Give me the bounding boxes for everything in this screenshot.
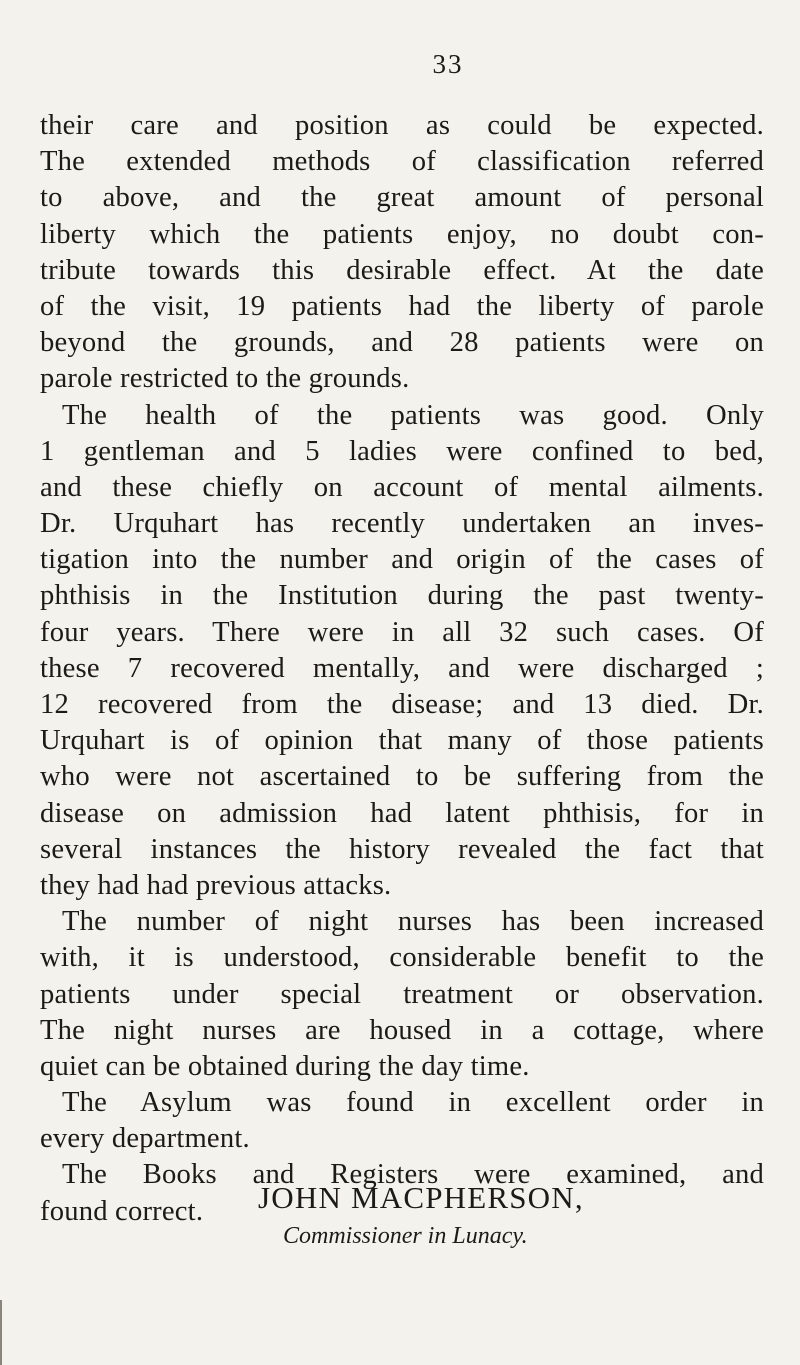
page-number: 33 (432, 49, 464, 79)
text-line: tigation into the number and origin of the cases of (40, 544, 764, 576)
text-line: patients under special treatment or observation. (40, 978, 764, 1010)
text-line: these 7 recovered mentally, and were discharged ; (40, 652, 764, 684)
page-edge-mark (0, 1300, 2, 1365)
text-line: they had had previous attacks. (40, 869, 392, 901)
text-line: phthisis in the Institution during the past twenty- (40, 580, 764, 612)
body-text (40, 108, 764, 1230)
text-line: liberty which the patients enjoy, no doubt con- (40, 218, 764, 250)
text-line: The Asylum was found in excellent order in (62, 1087, 764, 1119)
text-line: 1 gentleman and 5 ladies were confined to bed, (40, 435, 764, 467)
text-line: The health of the patients was good. Only (62, 399, 764, 431)
text-line: every department. (40, 1123, 250, 1155)
signature-title: Commissioner in Lunacy. (283, 1223, 528, 1249)
text-line: of the visit, 19 patients had the liberty of parole (40, 290, 764, 322)
text-line: with, it is understood, considerable benefit to the (40, 942, 764, 974)
text-line: The Books and Registers were examined, and (62, 1159, 764, 1191)
text-line: Dr. Urquhart has recently undertaken an inves- (40, 508, 764, 540)
text-line: their care and position as could be expected. (40, 110, 764, 141)
text-line: quiet can be obtained during the day time. (40, 1050, 530, 1082)
text-line: parole restricted to the grounds. (40, 363, 410, 395)
text-line: to above, and the great amount of personal (40, 182, 764, 214)
text-line: Urquhart is of opinion that many of those patients (40, 725, 764, 757)
text-line: The extended methods of classification referred (40, 146, 764, 178)
text-line: 12 recovered from the disease; and 13 died. Dr. (40, 689, 764, 720)
text-line: several instances the history revealed the fact that (40, 833, 764, 865)
text-line: The number of night nurses has been increased (62, 906, 764, 938)
signature-name: JOHN MACPHERSON, (258, 1180, 584, 1215)
text-line: who were not ascertained to be suffering from the (40, 761, 764, 793)
text-line: The night nurses are housed in a cottage, where (40, 1014, 764, 1046)
text-line: found correct. (40, 1195, 204, 1227)
text-line: disease on admission had latent phthisis, for in (40, 797, 764, 829)
text-line: four years. There were in all 32 such cases. Of (40, 616, 764, 648)
text-line: beyond the grounds, and 28 patients were on (40, 327, 764, 359)
text-line: and these chiefly on account of mental ailments. (40, 471, 764, 503)
text-line: tribute towards this desirable effect. At the date (40, 254, 764, 286)
